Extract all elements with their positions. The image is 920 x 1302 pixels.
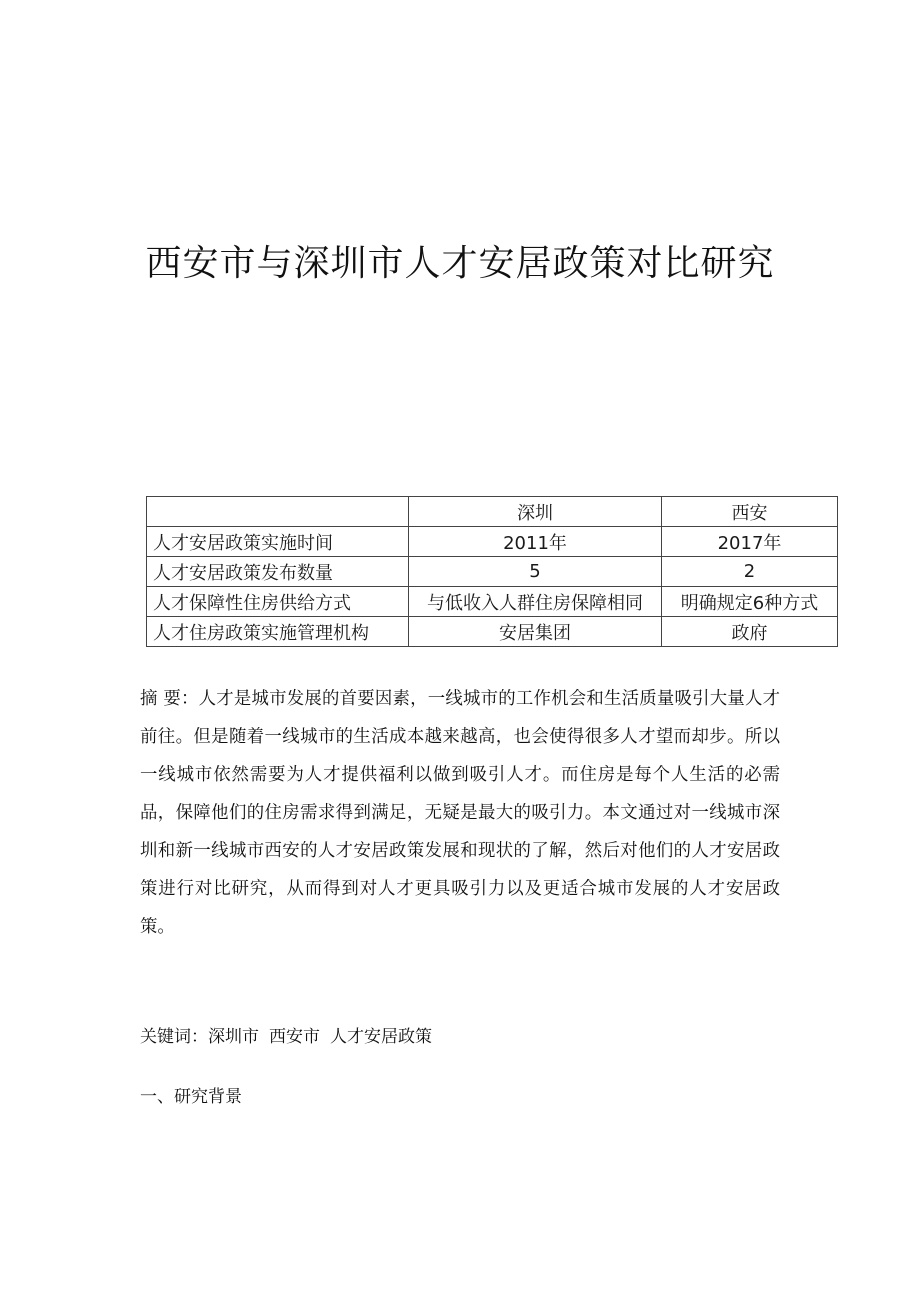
row-label: 人才安居政策发布数量 — [147, 557, 409, 587]
table-row — [147, 527, 838, 557]
section-heading: 一、研究背景 — [140, 1087, 242, 1107]
keyword: 西安市 — [269, 1027, 320, 1047]
xian-value: 政府 — [662, 617, 838, 647]
xian-value: 2017年 — [662, 527, 838, 557]
abstract-label: 摘 要： — [140, 689, 199, 709]
table-header-blank — [147, 497, 409, 527]
table-header-shenzhen: 深圳 — [409, 497, 662, 527]
keyword: 人才安居政策 — [330, 1027, 432, 1047]
abstract-text: 人才是城市发展的首要因素，一线城市的工作机会和生活质量吸引大量人才前往。但是随着一线城市的生活成本越来越高，也会使得很多人才望而却步。所以一线城市依然需要为人才提供福利以做到吸引人才。而住房是每个人生活的必需品，保障他们的住房需求得到满足，无疑是最大的吸引力。本文通过对一线城市深圳和新一线城市西安的人才安居政策发展和现状的了解，然后对他们的人才安居政策进行对比研究，从而得到对人才更具吸引力以及更适合城市发展的人才安居政策。 — [140, 689, 780, 937]
keyword: 深圳市 — [208, 1027, 259, 1047]
table-header-xian: 西安 — [662, 497, 838, 527]
comparison-table — [146, 496, 838, 647]
keywords-line — [140, 1018, 442, 1056]
row-label: 人才住房政策实施管理机构 — [147, 617, 409, 647]
shenzhen-value: 安居集团 — [409, 617, 662, 647]
shenzhen-value: 与低收入人群住房保障相同 — [409, 587, 662, 617]
xian-value: 2 — [662, 557, 838, 587]
table-row — [147, 587, 838, 617]
table-row — [147, 557, 838, 587]
document-title: 西安市与深圳市人才安居政策对比研究 — [145, 243, 775, 285]
shenzhen-value: 2011年 — [409, 527, 662, 557]
table-row — [147, 617, 838, 647]
abstract-paragraph — [140, 680, 780, 946]
row-label: 人才安居政策实施时间 — [147, 527, 409, 557]
xian-value: 明确规定6种方式 — [662, 587, 838, 617]
table-header-row — [147, 497, 838, 527]
row-label: 人才保障性住房供给方式 — [147, 587, 409, 617]
keywords-label: 关键词： — [140, 1027, 208, 1047]
shenzhen-value: 5 — [409, 557, 662, 587]
